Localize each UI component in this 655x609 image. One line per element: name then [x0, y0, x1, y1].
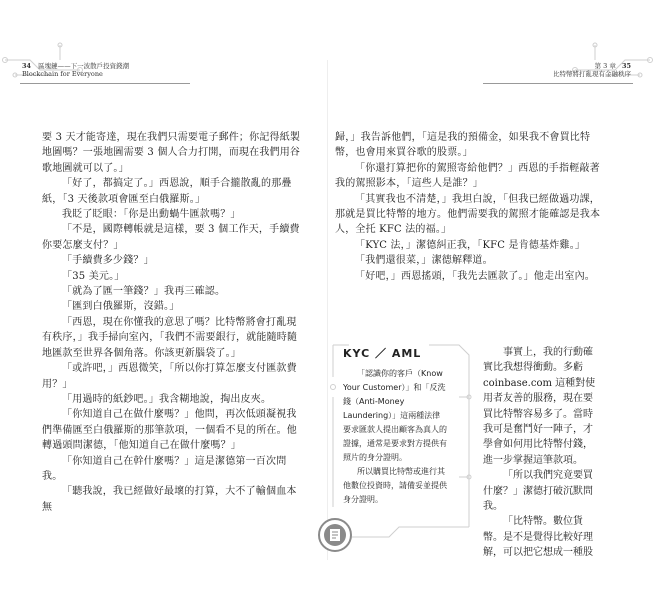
chapter-number: 第 3 章	[594, 62, 616, 70]
paragraph: 「聽我說，我已經做好最壞的打算，大不了輸個血本無	[42, 486, 297, 513]
left-page	[20, 50, 320, 560]
paragraph: 「KYC 法，」潔德糾正我，「KFC 是肯德基炸雞。」	[355, 239, 586, 251]
right-page-number: 35	[621, 62, 631, 70]
paragraph: 「好了，都搞定了。」西恩說，順手合攏散亂的那疊紙，「3 天後款項會匯至白俄羅斯。」	[42, 178, 292, 205]
paragraph: 事實上，我的行動確實比我想得衝動。多虧 coinbase.com 這種對使用者友善的服務，現在要買比特幣容易多了。當時我可是奮鬥好一陣子，才學會如何用比特幣付錢，進一步掌握這筆款項。	[483, 347, 596, 466]
right-page	[333, 50, 633, 560]
book-title-english: Blockchain for Everyone	[22, 70, 103, 78]
left-body-text	[42, 130, 304, 515]
sidebar-title: KYC ／ AML	[343, 347, 422, 360]
right-wrapped-text	[483, 345, 601, 561]
right-body-text	[335, 130, 603, 284]
paragraph: 「你還打算把你的駕照寄給他們？」西恩的手指輕敲著我的駕照影本，「這些人是誰？」	[335, 162, 600, 190]
left-page-number: 34	[22, 62, 32, 70]
paragraph: 「就為了匯一筆錢？」我再三確認。	[62, 286, 226, 298]
chapter-title: 比特幣將打亂現有金融秩序	[553, 70, 631, 78]
right-running-header	[553, 62, 631, 78]
paragraph: 「用過時的紙鈔吧。」我含糊地說，掏出皮夾。	[62, 393, 272, 405]
paragraph: 「35 美元。」	[62, 270, 125, 282]
paragraph: 「所以我們究竟要買什麼？」潔德打破沉默問我。	[483, 470, 593, 513]
paragraph: 要 3 天才能寄達，現在我們只需要電子郵件；你記得紙製地圖嗎？一張地圖需要 3 個人合力打開，而現在我們用谷歌地圖就可以了。」	[42, 132, 301, 174]
paragraph: 「不是，國際轉帳就是這樣，要 3 個工作天，手續費你要怎麼支付？」	[42, 224, 300, 251]
paragraph: 「匯到白俄羅斯，沒錯。」	[62, 301, 180, 313]
paragraph: 「比特幣。數位貨幣。是不是覺得比較好理解，可以把它想成一種股	[483, 516, 593, 559]
dictionary-badge-icon	[317, 517, 353, 553]
paragraph: 「西恩，現在你懂我的意思了嗎？比特幣將會打亂現有秩序，」我手掃向室內，「我們不需要銀行，就能隨時隨地匯款至世界各個角落。你該更新腦袋了。」	[42, 316, 298, 359]
paragraph: 「其實我也不清楚，」我坦白說，「但我已經做過功課，那就是買比特幣的地方。他們需要我的駕照才能確認是我本人，全托 KFC 法的福。」	[335, 193, 601, 236]
paragraph: 「你知道自己在幹什麼嗎？」這是潔德第一百次問我。	[42, 455, 287, 482]
sidebar-paragraph: 所以購買比特幣或進行其他數位投資時，請備妥並提供身分證明。	[343, 467, 447, 504]
sidebar-body	[343, 367, 447, 507]
paragraph: 「手續費多少錢？」	[62, 255, 154, 267]
right-header-rule	[483, 83, 633, 84]
paragraph: 「或許吧，」西恩微笑，「所以你打算怎麼支付匯款費用？」	[42, 363, 297, 390]
sidebar-paragraph: 「認識你的客戶（Know Your Customer）」和「反洗錢（Anti-Money Laundering）」這兩種法律要求匯款人提出顧客為真人的證據，通常是要求對方提供有照片的身分證明。	[343, 369, 447, 462]
paragraph: 「我們還很菜，」潔德解釋道。	[355, 255, 493, 267]
paragraph: 我眨了眨眼：「你是出動蝸牛匯款嗎？」	[62, 209, 241, 221]
paragraph: 「你知道自己在做什麼嗎？」他問，再次低頭凝視我們準備匯至白俄羅斯的那筆款項，一個看不見的所在。他轉過頭問潔德，「他知道自己在做什麼嗎？」	[42, 409, 297, 452]
kyc-aml-sidebar	[333, 345, 453, 540]
page-gutter	[327, 60, 328, 560]
left-running-header	[22, 62, 129, 78]
paragraph: 歸，」我告訴他們，「這是我的預備金，如果我不會買比特幣，也會用來買谷歌的股票。」	[335, 132, 591, 159]
paragraph: 「好吧，」西恩搖頭，「我先去匯款了。」他走出室內。	[355, 270, 595, 282]
book-title: 區塊鏈——下一波散戶投資錢潮	[38, 62, 130, 70]
left-header-rule	[20, 83, 190, 84]
